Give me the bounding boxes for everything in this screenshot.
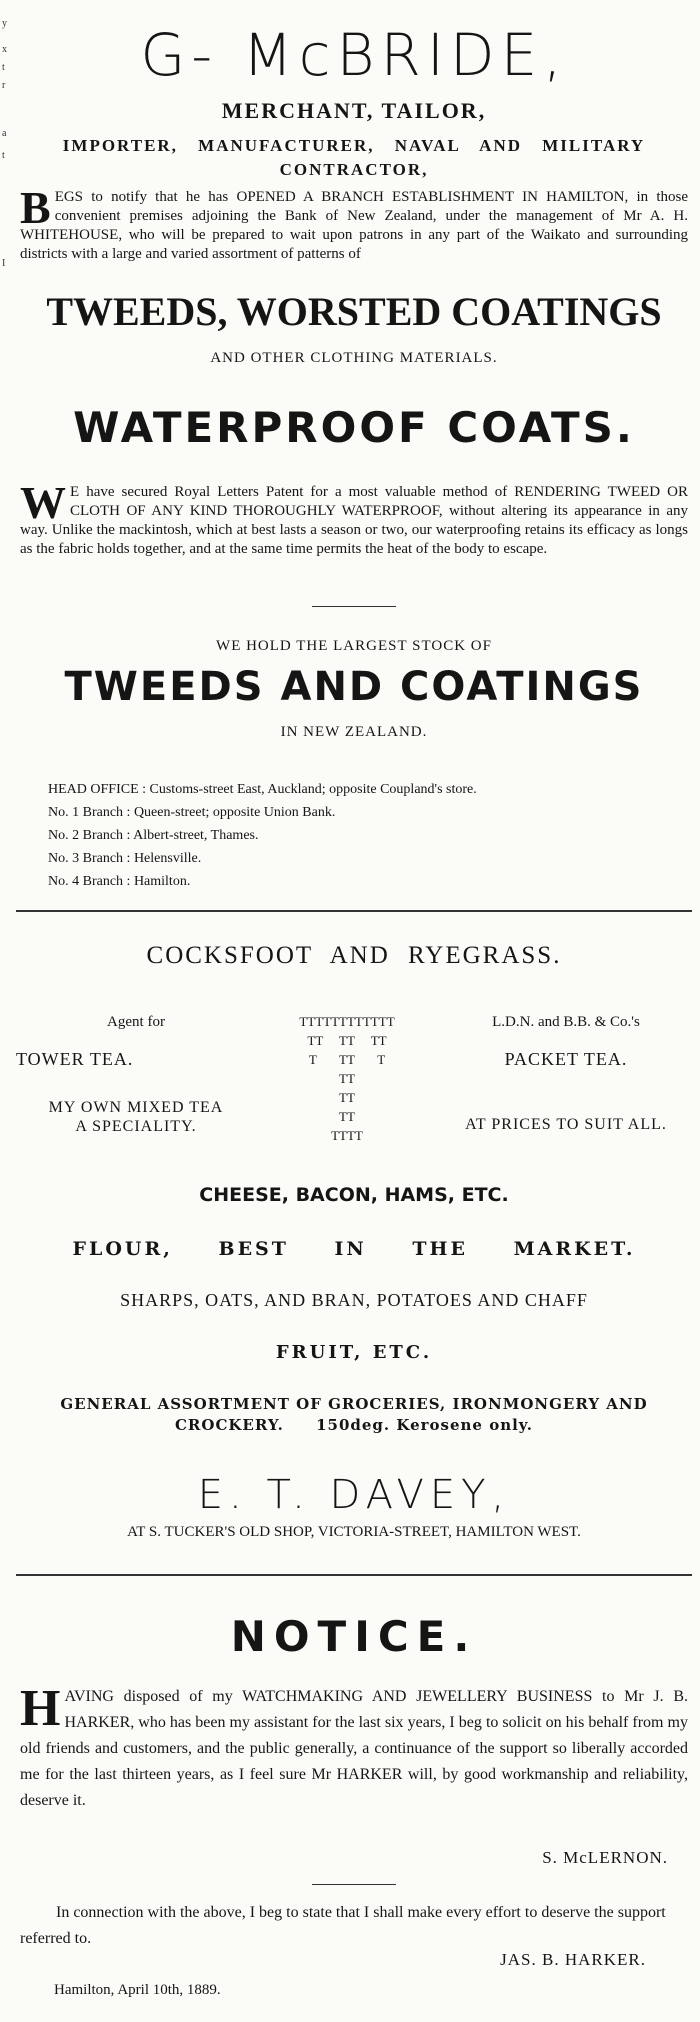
notice-text: AVING disposed of my WATCHMAKING AND JEWELLERY BUSINESS to Mr J. B. HARKER, who has been my assistant for the last six years, I beg to solicit on his behalf from my old friends and customers, and the public generally, a continuance of the support so liberally accorded me for the last thirteen years, as I feel sure Mr HARKER will, by good workmanship and reliability, deserve it. (20, 1688, 688, 1809)
t-art-line: TT (339, 1090, 355, 1105)
intro-paragraph (20, 182, 688, 264)
office-label: HEAD OFFICE : (48, 782, 147, 797)
office-label: No. 3 Branch : (48, 851, 131, 866)
gutter-mark: t (2, 62, 5, 73)
fruit-line: FRUIT, ETC. (275, 1342, 433, 1363)
davey-address: AT S. TUCKER'S OLD SHOP, VICTORIA-STREET, HAMILTON WEST. (127, 1524, 581, 1540)
gutter-mark: y (2, 18, 7, 29)
office-row (48, 778, 688, 801)
signer-harker: JAS. B. HARKER. (500, 1950, 646, 1969)
prices-suit-all: AT PRICES TO SUIT ALL. (465, 1116, 667, 1133)
sub-new-zealand: IN NEW ZEALAND. (280, 724, 428, 740)
cheese-line: CHEESE, BACON, HAMS, ETC. (199, 1184, 509, 1206)
office-text: Helensville. (133, 851, 202, 866)
office-row (48, 870, 688, 893)
followup-paragraph: In connection with the above, I beg to state that I shall make every effort to deserve the support referred to. (20, 1904, 666, 1947)
office-label: No. 2 Branch : (48, 828, 131, 843)
dateline: Hamilton, April 10th, 1889. (54, 1982, 221, 1998)
patent-paragraph (20, 477, 688, 559)
divider (312, 606, 396, 607)
t-art-line: T TT T (308, 1052, 386, 1067)
t-art-line: TTTT (331, 1128, 363, 1143)
office-list (48, 778, 688, 893)
office-text: Customs-street East, Auckland; opposite Coupland's store. (149, 782, 477, 797)
t-art-line: TT (339, 1109, 355, 1124)
groceries-line: GENERAL ASSORTMENT OF GROCERIES, IRONMONGERY AND CROCKERY. (60, 1395, 648, 1434)
ldn-bb-co: L.D.N. and B.B. & Co.'s (492, 1014, 640, 1030)
stock-intro: WE HOLD THE LARGEST STOCK OF (216, 638, 492, 654)
packet-tea-brand: PACKET TEA. (504, 1049, 628, 1069)
office-row (48, 801, 688, 824)
t-art-col (252, 1012, 442, 1145)
tower-tea-brand: TOWER TEA. (16, 1049, 134, 1069)
headline-tweeds-coatings: TWEEDS AND COATINGS (64, 664, 644, 710)
sub-clothing-materials: AND OTHER CLOTHING MATERIALS. (210, 350, 498, 366)
left-gutter (0, 0, 14, 2022)
headline-waterproof: WATERPROOF COATS. (73, 403, 635, 452)
office-text: Albert-street, Thames. (133, 828, 259, 843)
davey-name: E. T. DAVEY, (197, 1472, 511, 1518)
tower-tea-col (16, 1014, 256, 1136)
cocksfoot-heading: COCKSFOOT AND RYEGRASS. (146, 942, 562, 969)
packet-tea-col (440, 1014, 692, 1134)
intro-dropcap: B (20, 182, 51, 233)
headline-tweeds-worsted: TWEEDS, WORSTED COATINGS (46, 289, 662, 334)
gutter-mark: x (2, 44, 7, 55)
gutter-mark: t (2, 150, 5, 161)
mixed-tea-speciality: MY OWN MIXED TEA A SPECIALITY. (48, 1099, 224, 1135)
office-row (48, 847, 688, 870)
mcbride-name: G- McBRIDE, (140, 21, 568, 89)
mcbride-trade: MERCHANT, TAILOR, (221, 98, 487, 123)
gutter-mark: I (2, 258, 6, 269)
notice-heading: NOTICE. (230, 1612, 478, 1661)
t-art-line: TT (339, 1071, 355, 1086)
davey-advert (16, 912, 692, 1572)
notice-paragraph (20, 1680, 688, 1814)
office-label: No. 1 Branch : (48, 805, 131, 820)
kerosene-line: 150deg. Kerosene only. (316, 1416, 534, 1434)
agent-for: Agent for (107, 1014, 165, 1030)
mcbride-roles: IMPORTER, MANUFACTURER, NAVAL AND MILITARY CONTRACTOR, (62, 136, 646, 179)
office-label: No. 4 Branch : (48, 874, 131, 889)
patent-dropcap: W (20, 477, 66, 528)
patent-text: E have secured Royal Letters Patent for a most valuable method of RENDERING TWEED OR CLOTH OF ANY KIND THOROUGHLY WATERPROOF, without altering its appearance in any way. Unlike the mackintosh, which at best lasts a season or two, our waterproofing retains its efficacy as longs as the fabric holds together, and at the same time permits the heat of the body to escape. (20, 484, 688, 557)
sharps-line: SHARPS, OATS, AND BRAN, POTATOES AND CHAFF (120, 1290, 588, 1310)
t-art-line: TTTTTTTTTTTT (299, 1014, 395, 1029)
divider (312, 1884, 396, 1885)
t-art-line: TT TT TT (307, 1033, 387, 1048)
groceries-block (16, 1394, 692, 1436)
office-text: Queen-street; opposite Union Bank. (133, 805, 336, 820)
intro-text: EGS to notify that he has OPENED A BRANCH ESTABLISHMENT IN HAMILTON, in those convenient premises adjoining the Bank of New Zealand, under the management of Mr A. H. WHITEHOUSE, who will be prepared to wait upon patrons in any part of the Waikato and surrounding districts with a large and varied assortment of patterns of (20, 189, 688, 262)
gutter-mark: r (2, 80, 6, 91)
gutter-mark: a (2, 128, 7, 139)
notice-dropcap: H (20, 1680, 61, 1737)
signer-mclernon: S. McLERNON. (542, 1848, 668, 1867)
flour-line: FLOUR, BEST IN THE MARKET. (72, 1238, 636, 1260)
mcbride-advert (16, 0, 692, 905)
office-text: Hamilton. (133, 874, 191, 889)
notice-advert (16, 1576, 692, 2022)
office-row (48, 824, 688, 847)
